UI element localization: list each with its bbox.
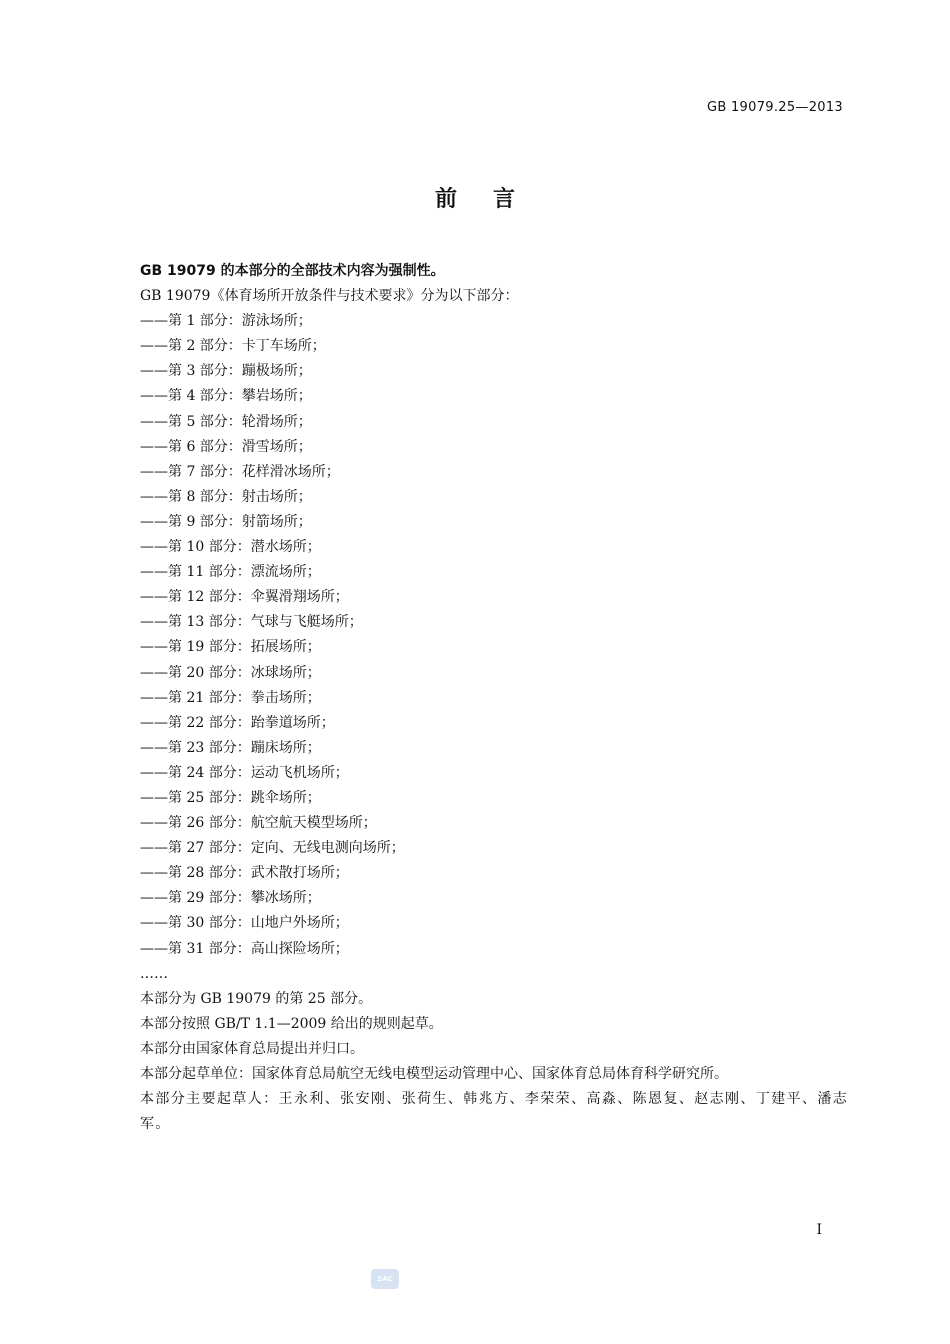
list-item: ——第 6 部分：滑雪场所； <box>140 438 312 455</box>
list-item: ——第 7 部分：花样滑冰场所； <box>140 463 340 480</box>
list-item: ——第 3 部分：蹦极场所； <box>140 363 312 380</box>
list-item: ——第 28 部分：武术散打场所； <box>140 865 349 882</box>
list-item: ——第 29 部分：攀冰场所； <box>140 890 321 907</box>
ellipsis: …… <box>140 965 168 982</box>
list-item: ——第 22 部分：跆拳道场所； <box>140 714 335 731</box>
note-drafting-units: 本部分起草单位：国家体育总局航空无线电模型运动管理中心、国家体育总局体育科学研究所。 <box>140 1066 728 1082</box>
list-item: ——第 12 部分：伞翼滑翔场所； <box>140 589 349 606</box>
list-item: ——第 2 部分：卡丁车场所； <box>140 338 326 355</box>
list-item: ——第 23 部分：蹦床场所； <box>140 739 321 756</box>
list-item: ——第 24 部分：运动飞机场所； <box>140 764 349 781</box>
list-item: ——第 10 部分：潜水场所； <box>140 539 321 556</box>
page-number: I <box>816 1222 822 1238</box>
list-item: ——第 27 部分：定向、无线电测向场所； <box>140 840 405 857</box>
list-item: ——第 26 部分：航空航天模型场所； <box>140 815 377 832</box>
list-item: ——第 31 部分：高山探险场所； <box>140 940 349 957</box>
list-item: ——第 5 部分：轮滑场所； <box>140 413 312 430</box>
sac-logo-icon: SAC <box>371 1269 399 1289</box>
list-item: ——第 25 部分：跳伞场所； <box>140 789 321 806</box>
list-item: ——第 1 部分：游泳场所； <box>140 313 312 330</box>
document-body <box>108 259 848 1137</box>
list-item: ——第 21 部分：拳击场所； <box>140 689 321 706</box>
list-item: ——第 11 部分：漂流场所； <box>140 564 321 581</box>
note-drafters: 本部分主要起草人：王永利、张安刚、张荷生、韩兆方、李荣荣、高淼、陈恩复、赵志刚、丁建平、潘志军。 <box>140 1091 848 1133</box>
list-item: ——第 30 部分：山地户外场所； <box>140 915 349 932</box>
standard-number: GB 19079.25—2013 <box>706 100 843 115</box>
parts-list <box>108 309 848 961</box>
mandatory-statement: GB 19079 的本部分的全部技术内容为强制性。 <box>140 263 445 279</box>
list-item: ——第 19 部分：拓展场所； <box>140 639 321 656</box>
note-drafting-rules: 本部分按照 GB/T 1.1—2009 给出的规则起草。 <box>140 1015 443 1032</box>
list-item: ——第 9 部分：射箭场所； <box>140 513 312 530</box>
note-part-of: 本部分为 GB 19079 的第 25 部分。 <box>140 990 373 1007</box>
page-title: 前言 <box>434 187 551 212</box>
note-proposed-by: 本部分由国家体育总局提出并归口。 <box>140 1040 364 1057</box>
list-item: ——第 8 部分：射击场所； <box>140 488 312 505</box>
parts-intro: GB 19079《体育场所开放条件与技术要求》分为以下部分： <box>140 288 519 305</box>
list-item: ——第 4 部分：攀岩场所； <box>140 388 312 405</box>
list-item: ——第 13 部分：气球与飞艇场所； <box>140 614 363 631</box>
list-item: ——第 20 部分：冰球场所； <box>140 664 321 681</box>
